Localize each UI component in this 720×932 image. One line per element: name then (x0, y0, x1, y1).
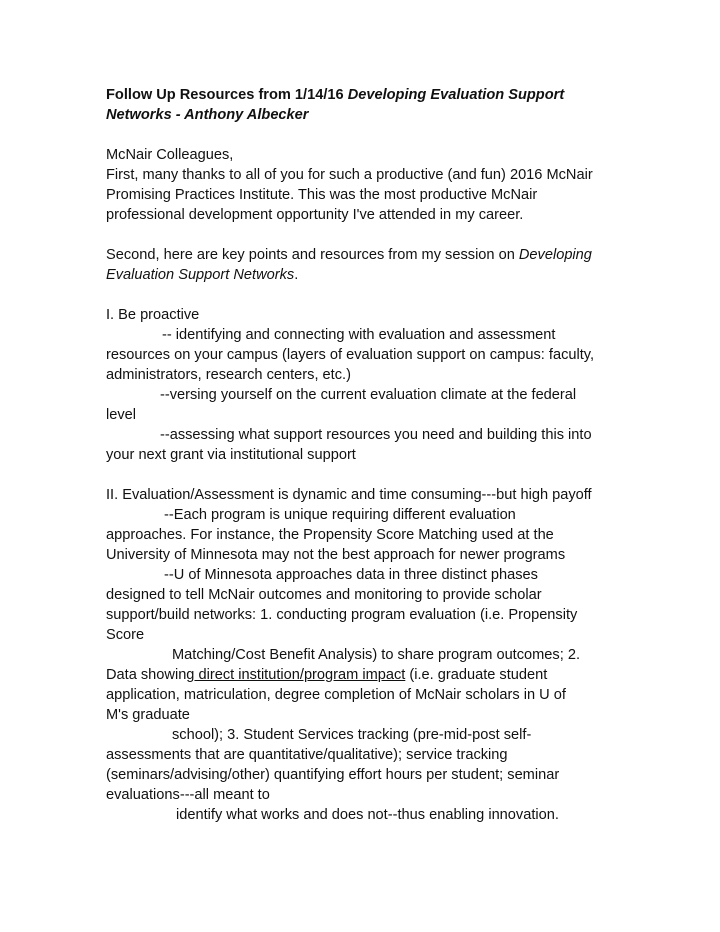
para1-line: Promising Practices Institute. This was the most productive McNair (106, 187, 538, 203)
section2-line: M's graduate (106, 707, 190, 723)
section1-line: --assessing what support resources you need and building this into (160, 427, 592, 443)
section1-heading: I. Be proactive (106, 307, 200, 323)
para2-plain: Second, here are key points and resources from my session on (106, 247, 519, 263)
section2-line: support/build networks: 1. conducting program evaluation (i.e. Propensity (106, 607, 578, 623)
title-line-1 (106, 85, 618, 105)
title-line-2: Networks - Anthony Albecker (106, 107, 309, 123)
document-body (106, 85, 618, 825)
blank-line (106, 465, 618, 485)
blank-line (106, 125, 618, 145)
blank-line (106, 225, 618, 245)
para1-line: First, many thanks to all of you for such a productive (and fun) 2016 McNair (106, 167, 593, 183)
section2-line: evaluations---all meant to (106, 787, 270, 803)
section2-line: University of Minnesota may not the best approach for newer programs (106, 547, 566, 563)
section2-line: --U of Minnesota approaches data in three distinct phases (164, 567, 538, 583)
title-italic: Developing Evaluation Support (347, 87, 565, 103)
section2-line: approaches. For instance, the Propensity Score Matching used at the (106, 527, 554, 543)
section2-line: application, matriculation, degree completion of McNair scholars in U of (106, 687, 566, 703)
section2-line: identify what works and does not--thus enabling innovation. (176, 807, 559, 823)
section1-line: your next grant via institutional support (106, 447, 356, 463)
para2-line-2 (106, 265, 618, 285)
para1-line: professional development opportunity I've attended in my career. (106, 207, 524, 223)
greeting: McNair Colleagues, (106, 147, 234, 163)
para2-end: . (294, 267, 299, 283)
section1-line: resources on your campus (layers of evaluation support on campus: faculty, (106, 347, 595, 363)
section2-line: designed to tell McNair outcomes and monitoring to provide scholar (106, 587, 542, 603)
section2-line: school); 3. Student Services tracking (pre-mid-post self- (172, 727, 532, 743)
section2-line: --Each program is unique requiring different evaluation (164, 507, 516, 523)
section1-line: level (106, 407, 137, 423)
section2-line (106, 665, 618, 685)
section1-line: administrators, research centers, etc.) (106, 367, 351, 383)
para2-line-1 (106, 245, 618, 265)
section2-line: Score (106, 627, 145, 643)
data-showing-text: Data showing (106, 667, 195, 683)
para2-italic: Developing (518, 247, 592, 263)
underlined-impact-text: direct institution/program impact (194, 667, 406, 683)
section2-line: Matching/Cost Benefit Analysis) to share program outcomes; 2. (172, 647, 581, 663)
section1-line: -- identifying and connecting with evaluation and assessment (162, 327, 556, 343)
title-plain: Follow Up Resources from 1/14/16 (106, 87, 348, 103)
section2-heading: II. Evaluation/Assessment is dynamic and time consuming---but high payoff (106, 487, 592, 503)
impact-trailing-text: (i.e. graduate student (405, 667, 548, 683)
section2-line: assessments that are quantitative/qualitative); service tracking (106, 747, 508, 763)
blank-line (106, 285, 618, 305)
section1-line: --versing yourself on the current evaluation climate at the federal (160, 387, 577, 403)
para2-italic: Evaluation Support Networks (106, 267, 295, 283)
section2-line: (seminars/advising/other) quantifying effort hours per student; seminar (106, 767, 560, 783)
